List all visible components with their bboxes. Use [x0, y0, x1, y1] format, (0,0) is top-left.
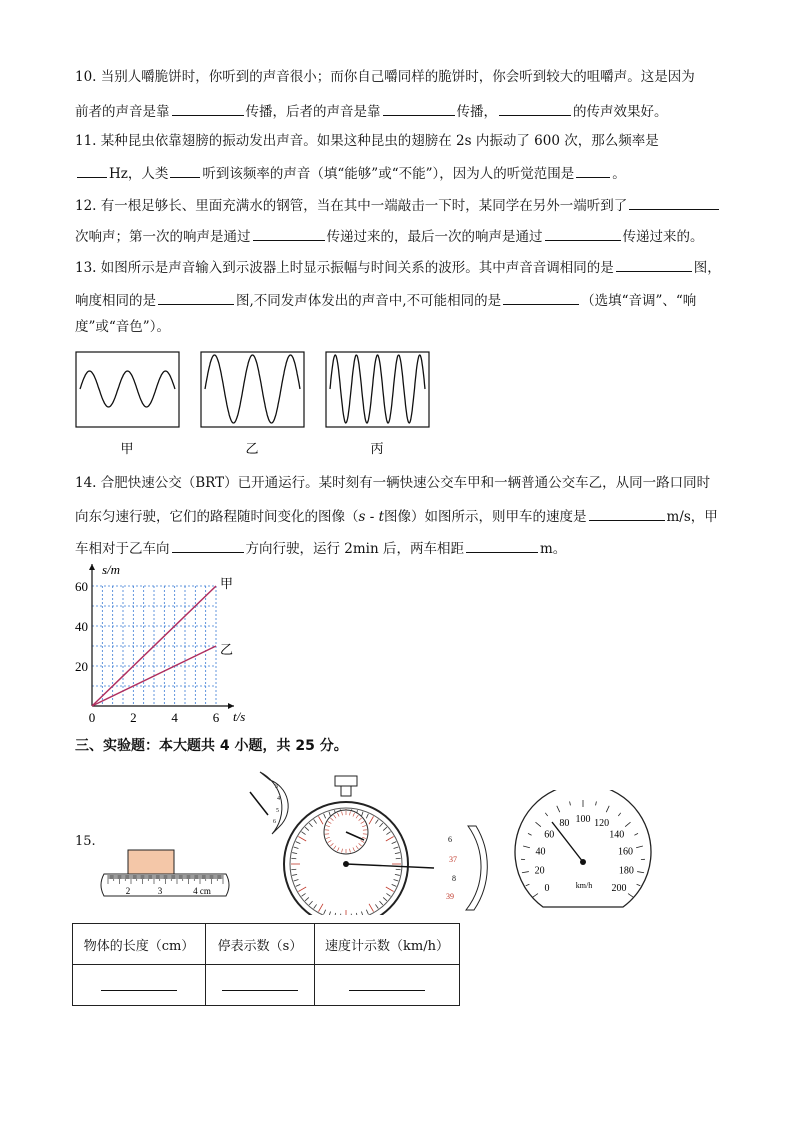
q12-line1: 12. 有一根足够长、里面充满水的钢管，当在其中一端敲击一下时，某同学在另外一端听到了 — [75, 195, 721, 215]
magnified-second-label: 8 — [452, 874, 456, 883]
q11-line2: Hz，人类 听到该频率的声音（填“能够”或“不能”），因为人的听觉范围是 。 — [75, 163, 626, 183]
answer-blank[interactable] — [222, 976, 298, 991]
magnified-minute-label: 3 — [275, 784, 278, 790]
table-header-row — [73, 924, 460, 965]
answer-blank[interactable] — [253, 226, 325, 241]
y-tick-label: 40 — [75, 619, 88, 634]
series-label: 乙 — [220, 642, 234, 657]
magnified-second-label: 37 — [449, 855, 457, 864]
answer-table — [72, 923, 460, 1006]
speedometer-label: 140 — [609, 829, 625, 841]
table-cell — [206, 965, 315, 1006]
magnified-minute-label: 4 — [277, 796, 280, 802]
answer-blank[interactable] — [466, 538, 538, 553]
answer-blank[interactable] — [172, 101, 244, 116]
speedometer-label: 60 — [544, 829, 555, 841]
waveform-yi — [205, 355, 300, 423]
ruler-figure — [96, 848, 236, 900]
answer-blank[interactable] — [576, 163, 610, 178]
magnified-minute-pointer — [250, 792, 268, 815]
ruler-tick-label: 4 cm — [193, 886, 211, 896]
answer-blank[interactable] — [499, 101, 571, 116]
stopwatch-stem — [341, 786, 351, 796]
answer-blank[interactable] — [545, 226, 621, 241]
answer-blank[interactable] — [383, 101, 455, 116]
answer-blank[interactable] — [629, 195, 719, 210]
answer-blank[interactable] — [170, 163, 200, 178]
answer-blank[interactable] — [503, 290, 579, 305]
table-header: 停表示数（s） — [206, 924, 315, 965]
waveform-figures — [0, 345, 794, 460]
section-heading: 三、实验题：本大题共 4 小题，共 25 分。 — [75, 738, 348, 754]
magnified-second-scale — [466, 826, 487, 910]
series-label: 甲 — [220, 576, 234, 591]
stopwatch-figure — [240, 760, 490, 915]
stopwatch-tick — [291, 869, 296, 870]
table-header: 速度计示数（km/h） — [315, 924, 460, 965]
waveform-bing — [330, 355, 425, 423]
ruler-tick-label: 3 — [157, 886, 163, 896]
speedometer-label: 160 — [618, 846, 634, 858]
ruler-tick-label: 2 — [125, 886, 131, 896]
stopwatch-crown — [335, 776, 357, 786]
waveform-box-bing — [326, 352, 429, 427]
magnified-minute-label: 6 — [273, 819, 276, 825]
speedometer-label: 200 — [611, 883, 627, 895]
speedometer-label: 20 — [534, 865, 545, 877]
q14-line1: 14. 合肥快速公交（BRT）已开通运行。某时刻有一辆快速公交车甲和一辆普通公交车乙，从同一路口同时 — [75, 475, 711, 491]
speedometer-label: 0 — [544, 883, 550, 895]
q14-line2: 向东匀速行驶，它们的路程随时间变化的图像（s - t图像）如图所示，则甲车的速度是 m/s，甲 — [75, 506, 718, 526]
y-tick-label: 20 — [75, 659, 88, 674]
table-header: 物体的长度（cm） — [73, 924, 206, 965]
measured-block — [128, 850, 174, 874]
answer-blank[interactable] — [77, 163, 107, 178]
q12-line2: 次响声；第一次的响声是通过 传递过来的，最后一次的响声是通过 传递过来的。 — [75, 226, 704, 246]
chart-marks — [75, 564, 234, 725]
answer-blank[interactable] — [616, 257, 692, 272]
waveform-label-yi: 乙 — [245, 441, 259, 456]
answer-blank[interactable] — [172, 538, 244, 553]
x-tick-label: 2 — [130, 710, 137, 725]
answer-blank[interactable] — [158, 290, 234, 305]
magnified-minute-label: 5 — [276, 808, 279, 814]
speedometer-label: 120 — [594, 818, 610, 830]
q10-line1: 10. 当别人嚼脆饼时，你听到的声音很小；而你自己嚼同样的脆饼时，你会听到较大的咀嚼声。这是因为 — [75, 69, 695, 85]
stopwatch-pivot — [343, 861, 349, 867]
x-axis-label: t/s — [233, 709, 246, 724]
speedometer-label: 80 — [559, 818, 570, 830]
answer-blank[interactable] — [589, 506, 665, 521]
waveform-label-bing: 丙 — [370, 441, 384, 456]
waveform-box-yi — [201, 352, 304, 427]
stopwatch-tick — [396, 869, 401, 870]
y-tick-label: 60 — [75, 579, 88, 594]
waveform-label-jia: 甲 — [120, 441, 134, 456]
q11-line1: 11. 某种昆虫依靠翅膀的振动发出声音。如果这种昆虫的翅膀在 2s 内振动了 600 次，那么频率是 — [75, 133, 659, 149]
y-axis-arrow — [89, 564, 95, 570]
q13-line3: 度”或“音色”）。 — [75, 319, 170, 335]
magnified-second-label: 6 — [448, 835, 452, 844]
waveform-jia — [80, 371, 175, 407]
answer-blank[interactable] — [101, 976, 177, 991]
answer-blank[interactable] — [349, 976, 425, 991]
q15-number: 15. — [75, 834, 96, 849]
x-tick-label: 4 — [171, 710, 178, 725]
magnified-second-label: 39 — [446, 892, 454, 901]
speedometer-figure — [508, 790, 658, 912]
stopwatch-tick — [291, 858, 296, 859]
y-axis-label: s/m — [102, 562, 121, 577]
q13-line2: 响度相同的是 图,不同发声体发出的声音中,不可能相同的是 （选填“音调”、“响 — [75, 290, 696, 310]
table-cell — [73, 965, 206, 1006]
q14-line3: 车相对于乙车向 方向行驶，运行 2min 后，两车相距 m。 — [75, 538, 566, 558]
q10-line2: 前者的声音是靠 传播，后者的声音是靠 传播， 的传声效果好。 — [75, 101, 668, 121]
waveform-box-jia — [76, 352, 179, 427]
q13-line1: 13. 如图所示是声音输入到示波器上时显示振幅与时间关系的波形。其中声音音调相同的是 图， — [75, 257, 721, 277]
x-tick-label: 0 — [88, 710, 96, 725]
speedometer-label: 40 — [535, 846, 546, 858]
speedometer-label: 180 — [618, 865, 634, 877]
speedometer-pivot — [580, 859, 586, 865]
stopwatch-tick — [396, 858, 401, 859]
speedometer-unit: km/h — [575, 881, 593, 890]
table-row — [73, 965, 460, 1006]
x-tick-label: 6 — [212, 710, 220, 725]
speedometer-label: 100 — [575, 814, 591, 825]
s-t-chart — [60, 558, 260, 728]
table-cell — [315, 965, 460, 1006]
